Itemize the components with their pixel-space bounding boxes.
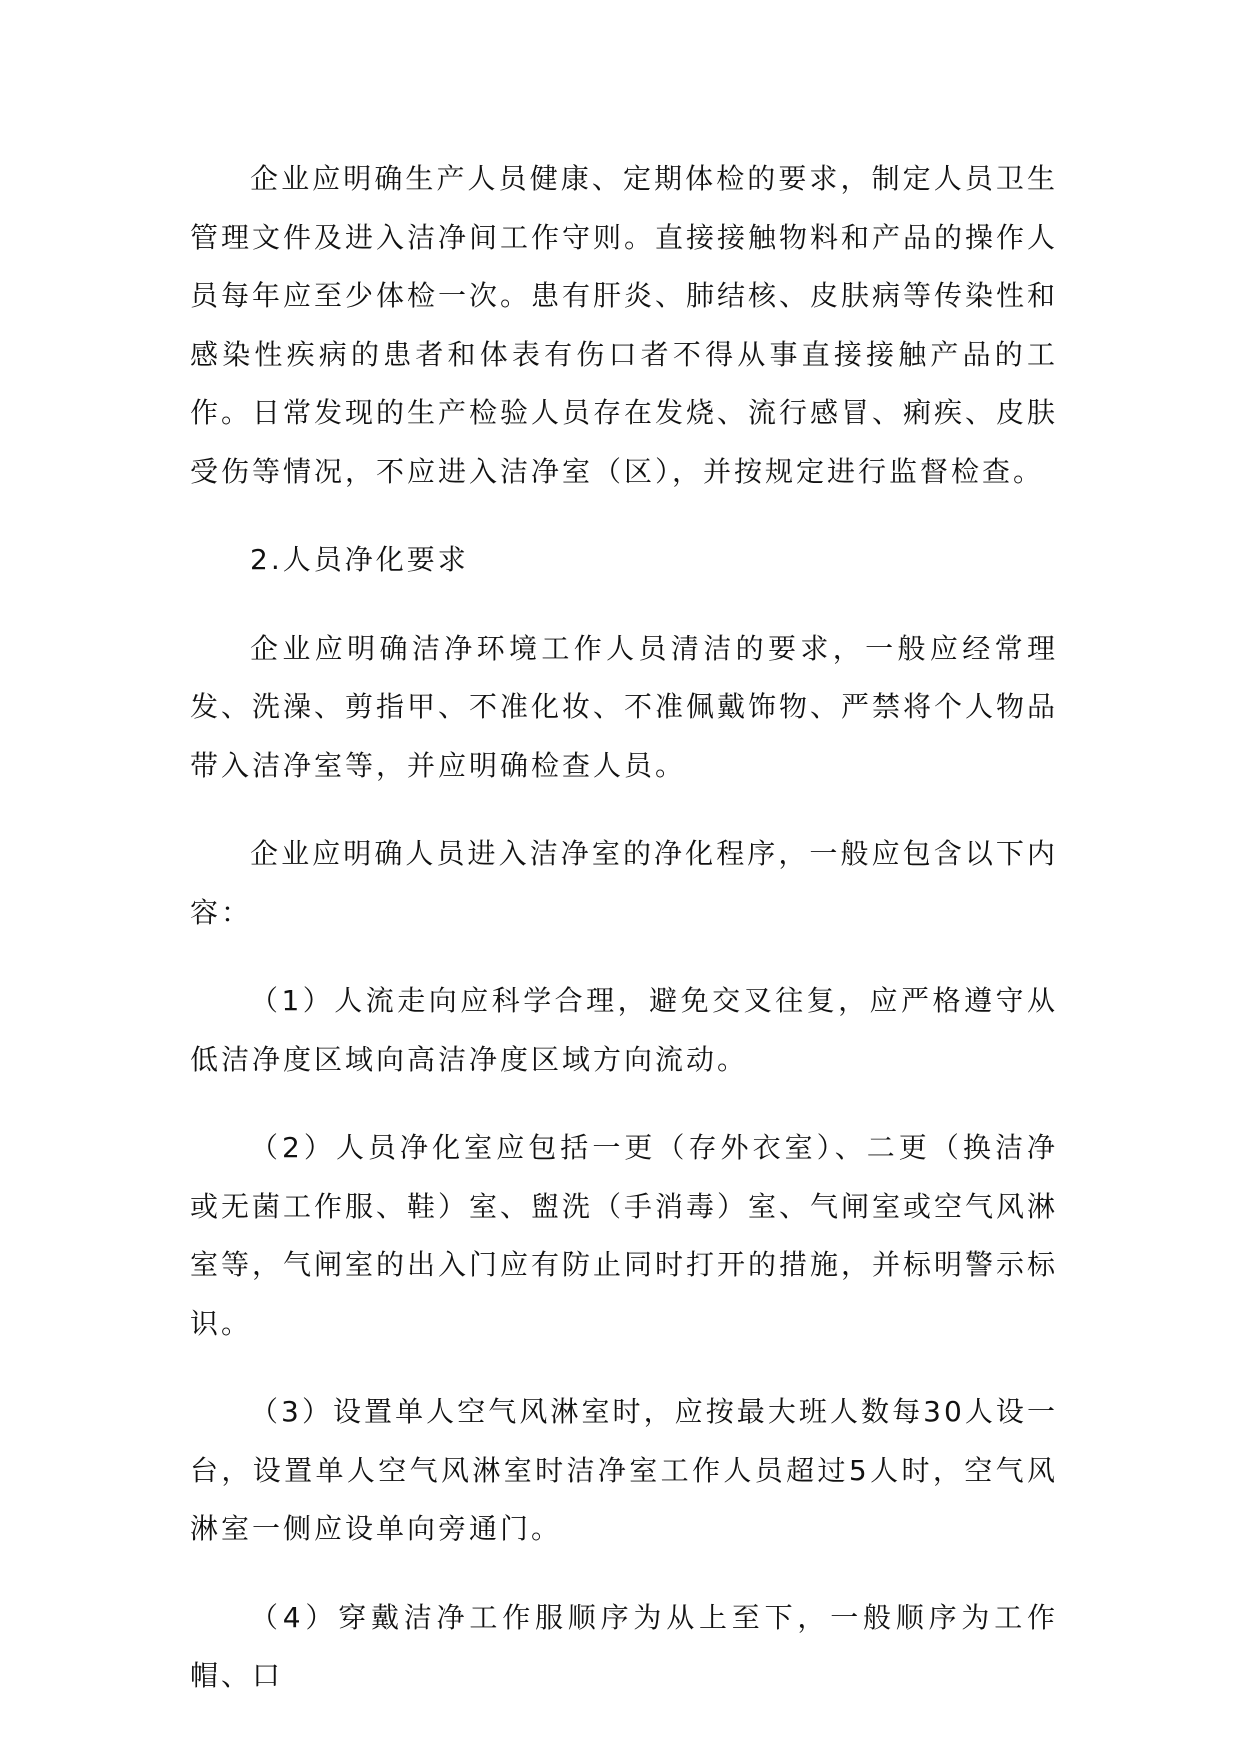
document-body — [190, 150, 1058, 1736]
paragraph-purification-procedure-intro: 企业应明确人员进入洁净室的净化程序，一般应包含以下内容： — [190, 837, 1058, 929]
list-item-2: （2）人员净化室应包括一更（存外衣室）、二更（换洁净或无菌工作服、鞋）室、盥洗（手消毒）室、气闸室或空气风淋室等，气闸室的出入门应有防止同时打开的措施，并标明警示标识。 — [190, 1131, 1059, 1340]
paragraph-personnel-health: 企业应明确生产人员健康、定期体检的要求，制定人员卫生管理文件及进入洁净间工作守则。直接接触物料和产品的操作人员每年应至少体检一次。患有肝炎、肺结核、皮肤病等传染性和感染性疾病的患者和体表有伤口者不得从事直接接触产品的工作。日常发现的生产检验人员存在发烧、流行感冒、痢疾、皮肤受伤等情况，不应进入洁净室（区），并按规定进行监督检查。 — [190, 162, 1059, 488]
list-item-4: （4）穿戴洁净工作服顺序为从上至下，一般顺序为工作帽、口 — [190, 1600, 1058, 1692]
list-item-1: （1）人流走向应科学合理，避免交叉往复，应严格遵守从低洁净度区域向高洁净度区域方向流动。 — [190, 984, 1058, 1076]
list-item-3: （3）设置单人空气风淋室时，应按最大班人数每30人设一台，设置单人空气风淋室时洁净室工作人员超过5人时，空气风淋室一侧应设单向旁通门。 — [190, 1395, 1058, 1545]
paragraph-cleanliness-requirements: 企业应明确洁净环境工作人员清洁的要求，一般应经常理发、洗澡、剪指甲、不准化妆、不准佩戴饰物、严禁将个人物品带入洁净室等，并应明确检查人员。 — [190, 631, 1059, 782]
section-heading-personnel-purification: 2.人员净化要求 — [250, 543, 469, 576]
